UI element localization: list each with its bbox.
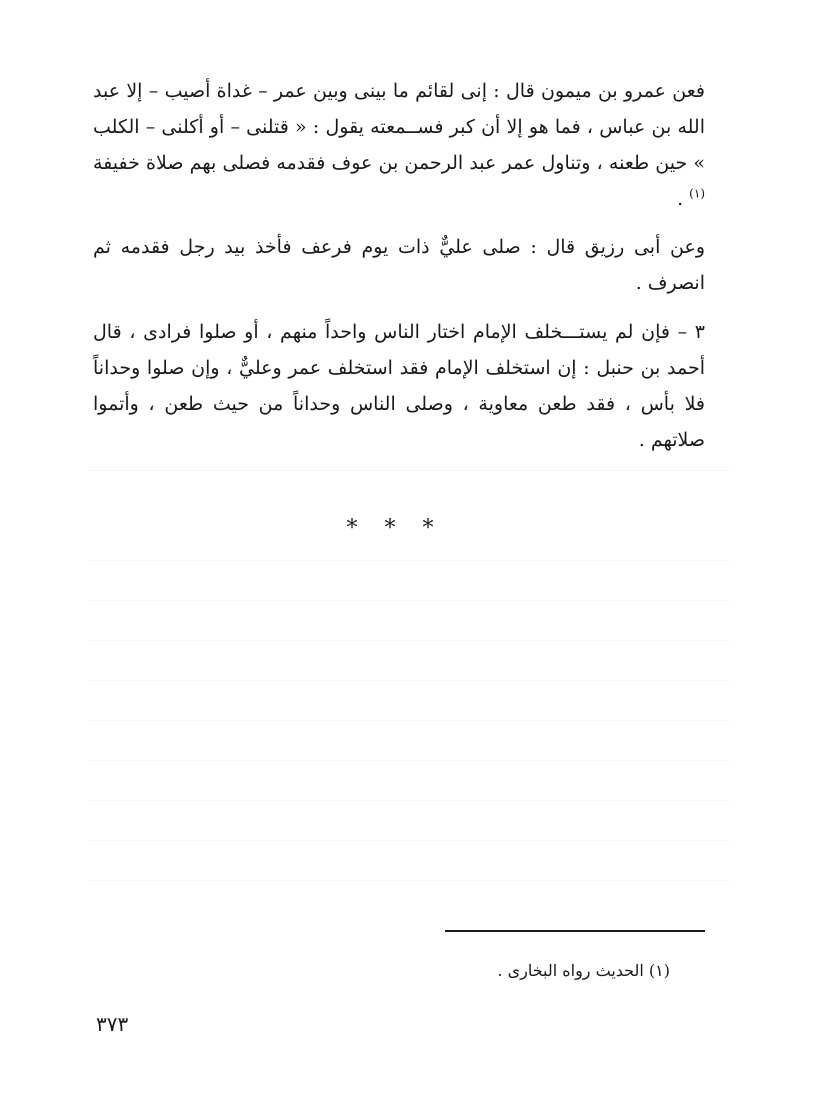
show-through-line	[90, 880, 730, 882]
show-through-line	[90, 640, 730, 642]
footnote-reference[interactable]: (١)	[689, 186, 705, 201]
show-through-line	[90, 840, 730, 842]
paragraph-text: ٣ – فإن لم يستـــخلف الإمام اختار الناس واحداً منهم ، أو صلوا فرادى ، قال أحمد بن حنبل : إن استخلف الإمام فقد استخلف عمر وعليٌّ ، وإن صلوا وحداناً فلا بأس ، فقد طعن معاوية ، وصلى الناس وحداناً من حيث طعن ، وأتموا صلاتهم .	[93, 321, 705, 451]
show-through-line	[90, 560, 730, 562]
footnote: (١) الحديث رواه البخارى .	[497, 961, 670, 980]
show-through-line	[90, 760, 730, 762]
paragraph-text: وعن أبى رزيق قال : صلى عليٌّ ذات يوم فرعف فأخذ بيد رجل فقدمه ثم انصرف .	[93, 236, 705, 294]
paragraph-abi-razeeq	[93, 229, 705, 301]
show-through-line	[90, 720, 730, 722]
section-separator: * * *	[346, 516, 444, 541]
show-through-line	[90, 800, 730, 802]
paragraph-text: فعن عمرو بن ميمون قال : إنى لقائم ما بينى وبين عمر – غداة أصيب – إلا عبد الله بن عباس ، فما هو إلا أن كبر فســمعته يقول : « قتلنى – أو أكلنى – الكلب » حين طعنه ، وتناول عمر عبد الرحمن بن عوف فقدمه فصلى بهم صلاة خفيفة	[93, 80, 705, 174]
show-through-line	[90, 680, 730, 682]
paragraph-item-3	[93, 314, 705, 458]
page-number: ٣٧٣	[96, 1012, 129, 1036]
show-through-line	[90, 470, 730, 472]
footnote-divider	[445, 930, 705, 932]
show-through-line	[90, 600, 730, 602]
paragraph-amr-ibn-maymun	[93, 73, 705, 217]
paragraph-ending: .	[677, 188, 684, 210]
